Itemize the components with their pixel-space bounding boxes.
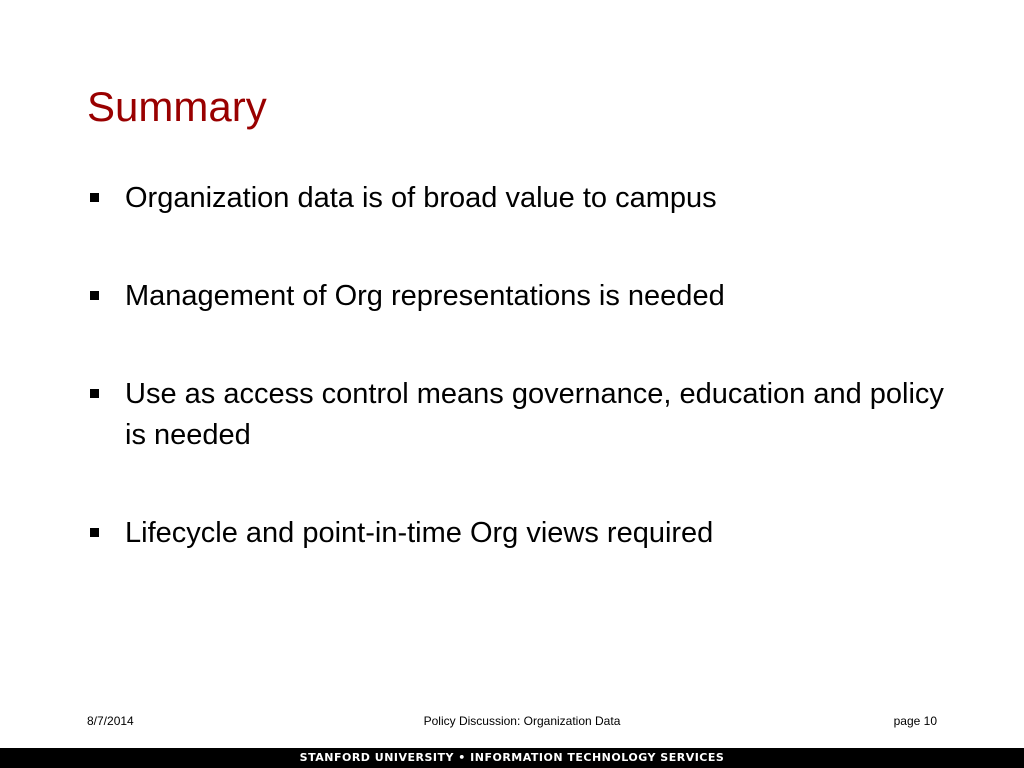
bullet-text: Organization data is of broad value to campus	[125, 182, 717, 214]
bullet-list	[87, 178, 947, 554]
footer-date: 8/7/2014	[87, 714, 134, 728]
bullet-text: Lifecycle and point-in-time Org views required	[125, 517, 714, 549]
footer-page-number: page 10	[893, 714, 937, 728]
square-bullet-icon	[90, 291, 99, 300]
footer-banner: STANFORD UNIVERSITY • INFORMATION TECHNOLOGY SERVICES	[0, 748, 1024, 768]
square-bullet-icon	[90, 193, 99, 202]
bullet-item	[87, 513, 947, 554]
slide-title: Summary	[87, 83, 267, 130]
bullet-item	[87, 178, 947, 219]
bullet-text: Use as access control means governance, education and policy is needed	[125, 378, 944, 451]
square-bullet-icon	[90, 528, 99, 537]
square-bullet-icon	[90, 389, 99, 398]
footer-title: Policy Discussion: Organization Data	[423, 714, 621, 728]
bullet-text: Management of Org representations is needed	[125, 280, 725, 312]
bullet-item	[87, 374, 947, 456]
bullet-item	[87, 276, 947, 317]
